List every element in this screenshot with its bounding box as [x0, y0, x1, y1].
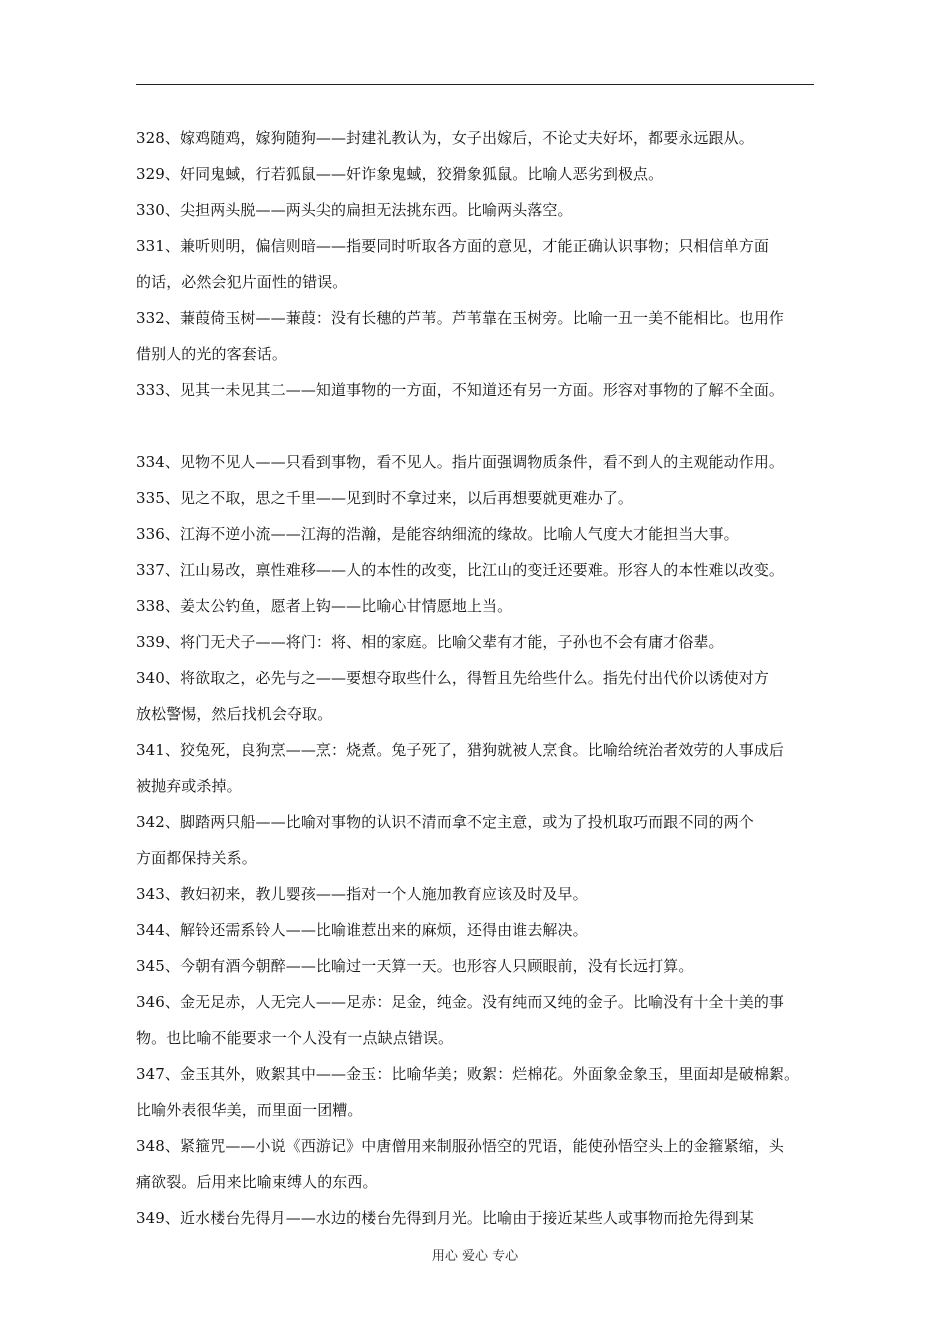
- text-line: 物。也比喻不能要求一个人没有一点缺点错误。: [136, 1029, 454, 1047]
- text-line: 348、紧箍咒——小说《西游记》中唐僧用来制服孙悟空的咒语，能使孙悟空头上的金箍紧缩，头: [136, 1137, 785, 1155]
- text-line: 330、尖担两头脱——两头尖的扁担无法挑东西。比喻两头落空。: [136, 201, 573, 219]
- text-line: 痛欲裂。后用来比喻束缚人的东西。: [136, 1173, 378, 1191]
- text-line: 328、嫁鸡随鸡，嫁狗随狗——封建礼教认为，女子出嫁后，不论丈夫好坏，都要永远跟从。: [136, 129, 754, 147]
- text-line: 347、金玉其外，败絮其中——金玉：比喻华美；败絮：烂棉花。外面象金象玉，里面却是破棉絮。: [136, 1065, 800, 1083]
- text-line: 333、见其一未见其二——知道事物的一方面，不知道还有另一方面。形容对事物的了解不全面。: [136, 381, 785, 399]
- text-line: 借别人的光的客套话。: [136, 345, 288, 363]
- document-body: [136, 120, 826, 1236]
- text-line: 346、金无足赤，人无完人——足赤：足金，纯金。没有纯而又纯的金子。比喻没有十全十美的事: [136, 993, 785, 1011]
- text-line: 342、脚踏两只船——比喻对事物的认识不清而拿不定主意，或为了投机取巧而跟不同的两个: [136, 813, 754, 831]
- text-line: 339、将门无犬子——将门：将、相的家庭。比喻父辈有才能，子孙也不会有庸才俗辈。: [136, 633, 724, 651]
- text-line: 方面都保持关系。: [136, 849, 257, 867]
- text-line: 被抛弃或杀掉。: [136, 777, 242, 795]
- header-rule: [136, 84, 814, 85]
- text-line: 比喻外表很华美，而里面一团糟。: [136, 1101, 363, 1119]
- text-line: 340、将欲取之，必先与之——要想夺取些什么，得暂且先给些什么。指先付出代价以诱使对方: [136, 669, 769, 687]
- blank-line: [136, 408, 826, 444]
- text-line: 329、奸同鬼蜮，行若狐鼠——奸诈象鬼蜮，狡猾象狐鼠。比喻人恶劣到极点。: [136, 165, 664, 183]
- text-line: 336、江海不逆小流——江海的浩瀚，是能容纳细流的缘故。比喻人气度大才能担当大事。: [136, 525, 739, 543]
- text-line: 343、教妇初来，教儿婴孩——指对一个人施加教育应该及时及早。: [136, 885, 588, 903]
- text-line: 345、今朝有酒今朝醉——比喻过一天算一天。也形容人只顾眼前，没有长远打算。: [136, 957, 694, 975]
- text-line: 放松警惕，然后找机会夺取。: [136, 705, 333, 723]
- text-line: 334、见物不见人——只看到事物，看不见人。指片面强调物质条件，看不到人的主观能动作用。: [136, 453, 785, 471]
- text-line: 341、狡兔死，良狗烹——烹：烧煮。兔子死了，猎狗就被人烹食。比喻给统治者效劳的人事成后: [136, 741, 785, 759]
- page-footer: 用心 爱心 专心: [431, 1249, 519, 1264]
- text-line: 的话，必然会犯片面性的错误。: [136, 273, 348, 291]
- text-line: 344、解铃还需系铃人——比喻谁惹出来的麻烦，还得由谁去解决。: [136, 921, 588, 939]
- text-line: 331、兼听则明，偏信则暗——指要同时听取各方面的意见，才能正确认识事物；只相信单方面: [136, 237, 769, 255]
- text-line: 337、江山易改，禀性难移——人的本性的改变，比江山的变迁还要难。形容人的本性难以改变。: [136, 561, 785, 579]
- text-line: 332、蒹葭倚玉树——蒹葭：没有长穗的芦苇。芦苇靠在玉树旁。比喻一丑一美不能相比。也用作: [136, 309, 785, 327]
- text-line: 335、见之不取，思之千里——见到时不拿过来，以后再想要就更难办了。: [136, 489, 634, 507]
- text-line: 338、姜太公钓鱼，愿者上钩——比喻心甘情愿地上当。: [136, 597, 513, 615]
- text-line: 349、近水楼台先得月——水边的楼台先得到月光。比喻由于接近某些人或事物而抢先得到某: [136, 1209, 754, 1227]
